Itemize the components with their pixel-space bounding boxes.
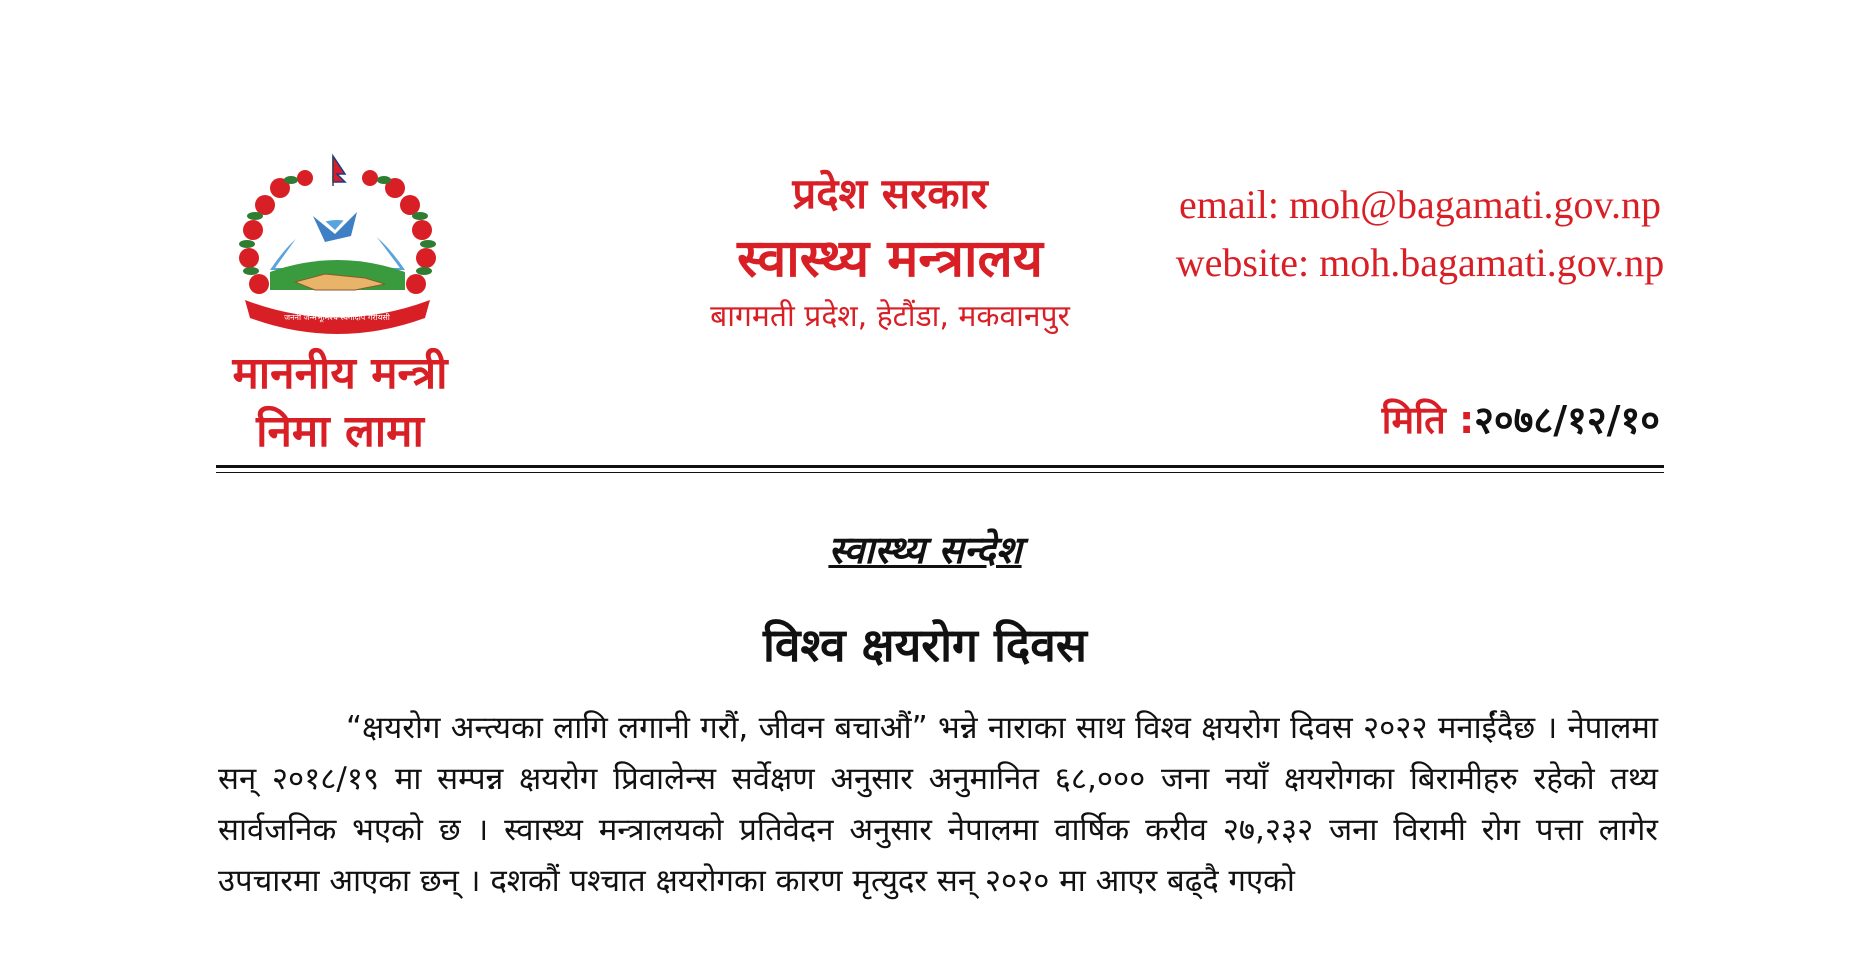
website-line: website: moh.bagamati.gov.np [1175, 240, 1665, 285]
message-heading: स्वास्थ्य सन्देश [828, 528, 1022, 572]
date-label: मिति : [1381, 398, 1475, 442]
nepal-emblem [225, 150, 450, 340]
message-body: “क्षयरोग अन्त्यका लागि लगानी गरौं, जीवन बचाऔं” भन्ने नाराका साथ विश्व क्षयरोग दिवस २०२२ मनाईंदैछ । नेपालमा सन् २०१८/१९ मा सम्पन्न क्षयरोग प्रिवालेन्स सर्वेक्षण अनुसार अनुमानित ६८,००० जना नयाँ क्षयरोगका बिरामीहरु रहेको तथ्य सार्वजनिक भएको छ । स्वास्थ्य मन्त्रालयको प्रतिवेदन अनुसार नेपालमा वार्षिक करीव २७,२३२ जना विरामी रोग पत्ता लागेर उपचारमा आएका छन् । दशकौं पश्चात क्षयरोगका कारण मृत्युदर सन् २०२० मा आएर बढ्दै गएको [218, 710, 1658, 899]
ministry-address: बागमती प्रदेश, हेटौंडा, मकवानपुर [710, 299, 1070, 334]
header-divider-thin [216, 472, 1664, 473]
letterhead-center [640, 165, 1140, 339]
contact-block [1130, 176, 1710, 292]
message-title: विश्व क्षयरोग दिवस [763, 618, 1087, 672]
date-line [1300, 395, 1660, 445]
government-name: प्रदेश सरकार [792, 169, 988, 218]
minister-name: निमा लामा [256, 406, 424, 457]
minister-title: माननीय मन्त्री [232, 348, 448, 399]
header-divider-thick [216, 465, 1664, 468]
ministry-name: स्वास्थ्य मन्त्रालय [737, 229, 1043, 289]
emblem-motto: जननी जन्मभूमिश्च स्वर्गादपि गरीयसी [284, 313, 390, 322]
minister-block [195, 345, 485, 461]
date-value: २०७८/१२/१० [1474, 398, 1660, 442]
email-line: email: moh@bagamati.gov.np [1179, 182, 1661, 227]
